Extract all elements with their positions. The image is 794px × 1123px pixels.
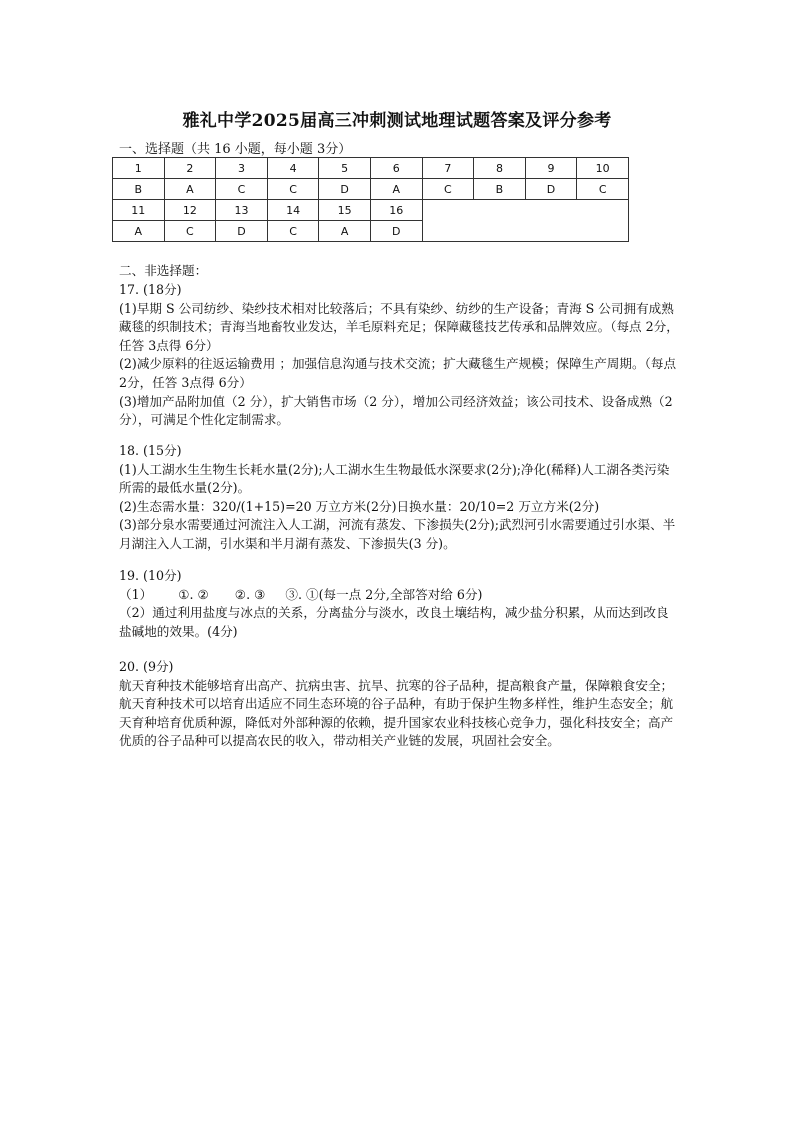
answer-cell: D bbox=[216, 221, 268, 242]
empty-cell bbox=[422, 200, 628, 242]
question-number-cell: 5 bbox=[319, 158, 371, 179]
answer-paragraph: (3)增加产品附加值（2 分），扩大销售市场（2 分），增加公司经济效益；该公司技术、设备成熟（2 分），可满足个性化定制需求。 bbox=[119, 393, 673, 428]
section1-heading: 一、选择题（共 16 小题，每小题 3分） bbox=[119, 142, 352, 157]
question-number-cell: 2 bbox=[164, 158, 216, 179]
answer-cell: D bbox=[370, 221, 422, 242]
question-number-cell: 9 bbox=[525, 158, 577, 179]
answer-cell: A bbox=[164, 179, 216, 200]
answer-paragraph: (2)减少原料的往返运输费用 ；加强信息沟通与技术交流；扩大藏毯生产规模；保障生产周期。（每点 2分，任答 3点得 6分） bbox=[119, 356, 677, 390]
answer-paragraph: 航天育种技术能够培育出高产、抗病虫害、抗旱、抗寒的谷子品种，提高粮食产量，保障粮食安全；航天育种技术可以培育出适应不同生态环境的谷子品种，有助于保护生物多样性，维护生态安全；航天育种培育优质种源，降低对外部种源的依赖，提升国家农业科技核心竞争力，强化科技安全；高产优质的谷子品种可以提高农民的收入，带动相关产业链的发展，巩固社会安全。 bbox=[119, 677, 674, 749]
answer-cell: C bbox=[577, 179, 629, 200]
answer-cell: C bbox=[267, 179, 319, 200]
question-header: 18. (15分) bbox=[119, 443, 182, 458]
table-row bbox=[113, 158, 629, 179]
question-header: 17. (18分) bbox=[119, 282, 182, 297]
table-row bbox=[113, 179, 629, 200]
answer-table bbox=[112, 157, 629, 242]
page-title: 雅礼中学2025届高三冲刺测试地理试题答案及评分参考 bbox=[182, 111, 612, 131]
answer-part: ③. ①(每一点 2分,全部答对给 6分) bbox=[285, 586, 483, 602]
answer-part: ②. ③ bbox=[234, 586, 266, 602]
answer-cell: B bbox=[474, 179, 526, 200]
answer-cell: D bbox=[525, 179, 577, 200]
answer-paragraph: (3)部分泉水需要通过河流注入人工湖，河流有蒸发、下渗损失(2分);武烈河引水需要通过引水渠、半月湖注入人工湖，引水渠和半月湖有蒸发、下渗损失(3 分)。 bbox=[119, 517, 676, 551]
question-20 bbox=[119, 658, 681, 751]
answer-paragraph: (2)生态需水量：320/(1+15)=20 万立方米(2分)日换水量：20/10=2 万立方米(2分) bbox=[119, 498, 600, 514]
answer-part: ①. ② bbox=[178, 586, 209, 602]
question-number-cell: 4 bbox=[267, 158, 319, 179]
question-header: 19. (10分) bbox=[119, 568, 182, 583]
section2-heading: 二、非选择题： bbox=[119, 263, 208, 278]
answer-cell: B bbox=[113, 179, 165, 200]
answer-cell: C bbox=[164, 221, 216, 242]
answer-cell: A bbox=[370, 179, 422, 200]
answer-paragraph: (1)人工湖水生生物生长耗水量(2分);人工湖水生生物最低水深要求(2分);净化(稀释)人工湖各类污染所需的最低水量(2分)。 bbox=[119, 461, 670, 496]
question-18 bbox=[119, 442, 681, 554]
question-number-cell: 7 bbox=[422, 158, 474, 179]
answer-cell: D bbox=[319, 179, 371, 200]
question-number-cell: 16 bbox=[370, 200, 422, 221]
answer-line bbox=[119, 586, 681, 605]
answer-cell: C bbox=[422, 179, 474, 200]
question-19 bbox=[119, 567, 681, 641]
answer-cell: C bbox=[267, 221, 319, 242]
answer-cell: A bbox=[113, 221, 165, 242]
question-number-cell: 15 bbox=[319, 200, 371, 221]
answer-paragraph: （2）通过利用盐度与冰点的关系，分离盐分与淡水，改良土壤结构，减少盐分积累，从而达到改良盐碱地的效果。(4分) bbox=[119, 605, 669, 639]
question-number-cell: 14 bbox=[267, 200, 319, 221]
question-number-cell: 10 bbox=[577, 158, 629, 179]
question-header: 20. (9分) bbox=[119, 659, 174, 674]
question-number-cell: 1 bbox=[113, 158, 165, 179]
question-number-cell: 11 bbox=[113, 200, 165, 221]
question-number-cell: 3 bbox=[216, 158, 268, 179]
answer-part: （1） bbox=[119, 586, 153, 602]
question-17 bbox=[119, 281, 681, 430]
question-number-cell: 13 bbox=[216, 200, 268, 221]
answer-cell: A bbox=[319, 221, 371, 242]
answer-cell: C bbox=[216, 179, 268, 200]
question-number-cell: 8 bbox=[474, 158, 526, 179]
question-number-cell: 6 bbox=[370, 158, 422, 179]
question-number-cell: 12 bbox=[164, 200, 216, 221]
table-row bbox=[113, 200, 629, 221]
answer-paragraph: (1)早期 S 公司纺纱、染纱技术相对比较落后；不具有染纱、纺纱的生产设备；青海 S 公司拥有成熟藏毯的织制技术；青海当地畜牧业发达，羊毛原料充足；保障藏毯技艺传承和品牌效应。（每点 2分，任答 3点得 6分） bbox=[119, 300, 679, 353]
